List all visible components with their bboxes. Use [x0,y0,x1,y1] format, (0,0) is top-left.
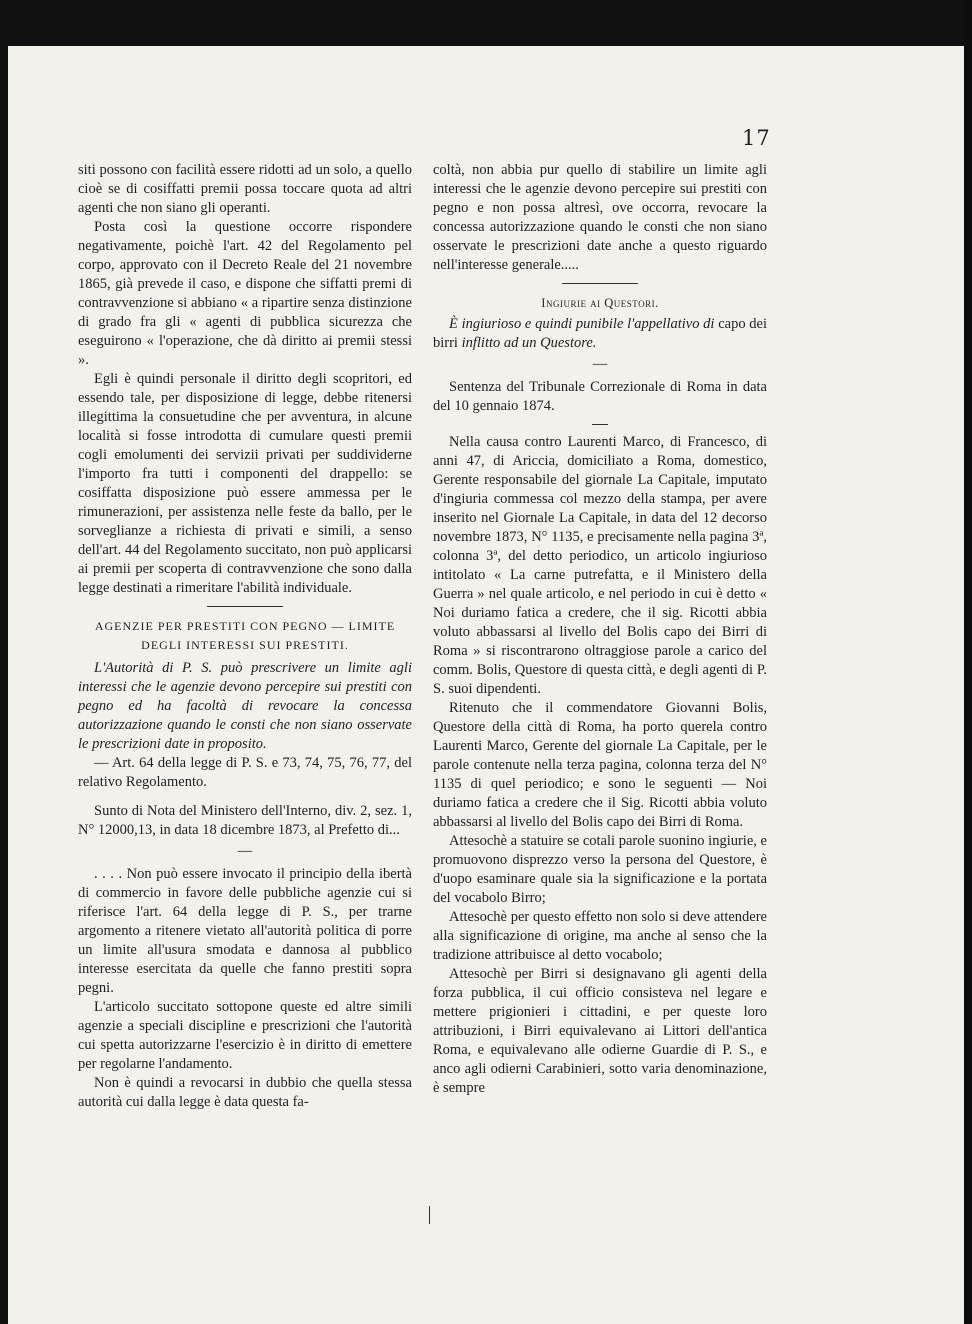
right-paragraph: Attesochè per Birri si designavano gli agenti della forza pubblica, il cui officio consisteva nel legare e mettere prigionieri i cittadini, e per queste loro attribuzioni, i Birri equivalevano ai Littori dell'antica Roma, e equivalevano alle odierne Guardie di P. S., e anco agli odierni Carabinieri, sotto varia denominazione, è sempre [433,966,767,1096]
section-divider [207,606,283,607]
book-page [8,46,964,1324]
right-paragraph: Nella causa contro Laurenti Marco, di Francesco, di anni 47, di Ariccia, domiciliato a Roma, domestico, Gerente responsabile del giornale La Capitale, imputato d'ingiuria commessa col mezzo della stampa, per avere inserito nel Giornale La Capitale, in data del 12 decorso novembre 1873, N° 1135, e precisamente nella pagina 3ª, colonna 3ª, del detto periodico, un articolo ingiurioso intitolato « La carne putrefatta, e il Ministero della Guerra » nel quale articolo, e nel periodo in cui è detto « Noi duriamo fatica a credere, che il sig. Ricotti abbia voluto abbassarsi al livello del Bolis capo dei Birri di Roma » si riscontrarono oltraggiose parole a carico del comm. Bolis, Questore di questa città, e degli agenti di P. S. suoi dipendenti. [433,434,767,697]
right-column [433,161,767,1098]
separator-rule [592,424,608,425]
gutter-mark [429,1206,430,1224]
left-paragraph: L'articolo succitato sottopone queste ed altre simili agenzie a speciali discipline e prescrizioni che l'autorità cui spetta autorizzarne l'esercizio è in diritto di emettere per regolarne l'andamento. [78,999,412,1072]
summary-plain: capo dei birri [433,316,768,351]
separator-dash: — [592,356,608,372]
ministry-note: Sunto di Nota del Ministero dell'Interno, div. 2, sez. 1, N° 12000,13, in data 18 dicembre 1873, al Prefetto di... [78,803,412,838]
separator-dash: — [237,843,253,859]
left-paragraph: Posta così la questione occorre rispondere negativamente, poichè l'art. 42 del Regolamento pel corpo, approvato con il Decreto Reale del 21 novembre 1865, già prevede il caso, e dispone che siffatti premi di contravvenzione si abbiano « a ripartire senza distinzione di grado fra gli « agenti di pubblica sicurezza che eseguirono « l'operazione, che dà diritto ai premii stessi ». [78,219,412,368]
summary-italic-2: inflitto ad un Questore. [461,335,597,351]
court-sentence: Sentenza del Tribunale Correzionale di Roma in data del 10 gennaio 1874. [433,379,767,414]
scan-border-top [0,0,972,46]
left-paragraph: Egli è quindi personale il diritto degli scopritori, ed essendo tale, per disposizione di legge, debbe ritenersi illegittima la consuetudine che per avventura, in alcune località si fosse introdotta di cumulare questi premii cogli emolumenti dei servizii privati per suddividerne l'importo fra tutti i componenti del drappello: se cosiffatta disposizione può essere ammessa per le rimunerazioni, per assistenza nelle feste da ballo, per le sorveglianze a richiesta di privati e simili, a senso dell'art. 44 del Regolamento succitato, non può applicarsi ai premii per scoperta di contravvenzione che sono dalla legge destinati a rimeritare l'abilità individuale. [78,371,412,596]
section-summary [433,315,767,353]
page-number: 17 [742,126,771,150]
section-heading: DEGLI INTERESSI SUI PRESTITI. [141,638,349,652]
left-column [78,161,412,1112]
right-paragraph: Attesochè per questo effetto non solo si deve attendere alla significazione di origine, ma anche al senso che la tradizione attribuisce al detto vocabolo; [433,909,767,963]
section-heading: Ingiurie ai Questori. [541,296,659,310]
left-paragraph: Non è quindi a revocarsi in dubbio che quella stessa autorità cui dalla legge è data questa fa- [78,1075,412,1110]
summary-italic-1: È ingiurioso e quindi punibile l'appellativo di [449,316,715,332]
section-reference: — Art. 64 della legge di P. S. e 73, 74, 75, 76, 77, del relativo Regolamento. [78,755,412,790]
section-divider [562,283,638,284]
scan-border-right [964,0,972,1324]
left-paragraph: . . . . Non può essere invocato il principio della ibertà di commercio in favore delle pubbliche agenzie cui si riferisce l'art. 64 della legge di P. S., per trarne argomento a ritenere vietato all'autorità politica di porre un limite all'usura smodata e dannosa al pubblico interesse esercitata da quelle che fanno prestiti sopra pegni. [78,866,412,996]
right-paragraph: coltà, non abbia pur quello di stabilire un limite agli interessi che le agenzie devono percepire sui prestiti con pegno e non possa altresì, ove occorra, revocare la concessa autorizzazione quando le consti che non siano osservate le prescrizioni date anche a questo riguardo nell'interesse generale..... [433,162,767,273]
scan-border-left [0,0,8,1324]
section-heading: AGENZIE PER PRESTITI CON PEGNO — LIMITE [94,619,396,633]
right-paragraph: Ritenuto che il commendatore Giovanni Bolis, Questore della città di Roma, ha porto querela contro Laurenti Marco, Gerente del giornale La Capitale, per le parole contenute nella terza pagina, colonna terza del N° 1135 di quel periodico; e sono le seguenti — Noi duriamo fatica a credere che il Sig. Ricotti abbia voluto abbassarsi al livello del Bolis capo dei Birri di Roma. [433,700,767,830]
right-paragraph: Attesochè a statuire se cotali parole suonino ingiurie, e promuovono disprezzo verso la persona del Questore, è d'uopo esaminare quale sia la significazione e la portata del vocabolo Birro; [433,833,767,906]
left-paragraph: siti possono con facilità essere ridotti ad un solo, a quello cioè se di cosiffatti premii possa toccare quota ad altri agenti che non siano gli operanti. [78,162,412,216]
section-summary: L'Autorità di P. S. può prescrivere un limite agli interessi che le agenzie devono percepire sui prestiti con pegno ed ha facoltà di revocare la concessa autorizzazione quando le consti che non siano osservate le prescrizioni date in proposito. [78,660,412,752]
